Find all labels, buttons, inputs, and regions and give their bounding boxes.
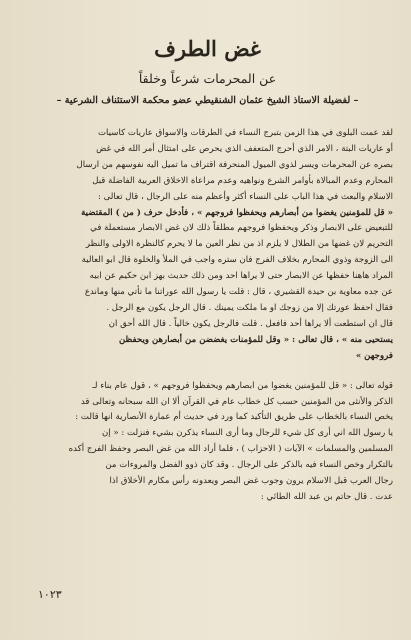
- text-line: قوله تعالى : « قل للمؤمنين يغضوا من ابصارهم ويحفظوا فروجهم » ، قول عام بناء لـ: [92, 380, 393, 391]
- text-line: بصره عن المحرمات ويسر لذوي الميول المنحرفة اقتراف ما تميل اليه نفوسهم من ارسال: [76, 159, 393, 170]
- quran-verse-line: يستحيى منه » ، قال تعالى : « وقل للمؤمنات يغضضن من أبصارهن ويحفظن: [118, 334, 393, 345]
- text-line: المسلمين والمسلمات » الآيات ( الاحزاب ) ، فلما أراد الله من غض البصر وحفظ الفرج أكده: [68, 444, 393, 455]
- article-subtitle: عن المحرمات شرعاً وخلقاً: [138, 71, 277, 86]
- text-line: عدت . قال حاتم بن عبد الله الطائي :: [260, 491, 393, 502]
- text-line: رجال العرب قبل الاسلام يرون وجوب غض البصر ويعدونه رأس مكارم الأخلاق اذا: [109, 476, 393, 487]
- paragraph-gap: [22, 365, 393, 379]
- quran-verse-line: « قل للمؤمنين يغضوا من أبصارهم ويحفظوا فروجهم » ، فأدخل حرف ( من ) المقتضية: [81, 207, 393, 218]
- text-line: للتبعيض على الابصار وذكر ويحفظوا فروجهم مطلقاً ذلك لان غض الابصار مستعملة في: [90, 223, 393, 234]
- text-line: الذكر والأنثى من المؤمنين حسب كل خطاب عام في القرآن ألا ان الله سبحانه وتعالى قد: [80, 396, 393, 407]
- text-line: المحارم وعدم المبالاة بأوامر الشرع ونواهيه وعدم مراعاة الاخلاق العربية الفاضلة قبل: [92, 175, 393, 186]
- text-line: قال ان استطعت ألا يراها أحد فافعل . قلت فالرجل يكون خالياً . قال الله أحق ان: [108, 318, 393, 329]
- text-line: الى الزوجة وذوي المحارم بخلاف الفرج فان ستره واجب في الملأ والخلوة قال ابو العالية: [81, 255, 393, 266]
- paragraph-2: [22, 379, 393, 506]
- text-line: يا رسول الله اني أرى كل شيء للرجال وما أرى النساء يذكرن بشيء فنزلت : « إن: [101, 428, 393, 439]
- text-line: الاسلام والبعث في هذا الباب على النساء أكثر وأعظم منه على الرجال ، قال تعالى :: [97, 191, 393, 202]
- text-line: بالتكرار وخص النساء فيه بالذكر على الرجال . وقد كان ذوو الفضل والمروءات من: [105, 460, 393, 471]
- text-line: التحريم لان غضها من الطلال لا يلزم اذ من نظر العين ما لا يحرم كالنظرة الاولى والنظر: [85, 239, 393, 250]
- article-title: غض الطرف: [154, 36, 261, 61]
- text-line: أو عاريات البتة ، الامر الذي أحرج المتعفف الذي يحرص على امتثال أمر الله في غض: [96, 143, 393, 154]
- text-line: يخص النساء بالخطاب على طريق التأكيد كما ورد في حديث أم عمارة الأنصارية انها قالت :: [75, 412, 393, 423]
- text-line: لقد عمت البلوى في هذا الزمن بتبرج النساء في الطرقات والاسواق عاريات كاسيات: [97, 128, 393, 138]
- text-line: فقال احفظ عورتك إلا من زوجك او ما ملكت يمينك . قال الرجل يكون مع الرجل .: [106, 302, 393, 313]
- paragraph-1: [22, 126, 393, 365]
- page-number: ١٠٢٣: [38, 588, 62, 601]
- author-line: – لفضيلة الاستاذ الشيخ عثمان الشنقيطي عضو محكمة الاستئناف الشرعية –: [56, 95, 359, 106]
- quran-verse-line: فروجهن »: [355, 350, 393, 361]
- text-line: عن جده معاوية بن حيدة القشيري ، قال : قلت يا رسول الله عوراتنا ما نأتي منها وماندع: [84, 287, 393, 298]
- text-line: المراد هاهنا حفظها عن الابصار حتى لا يراها احد ومن ذلك حديث بهز ابن حكيم عن ابيه: [89, 271, 393, 282]
